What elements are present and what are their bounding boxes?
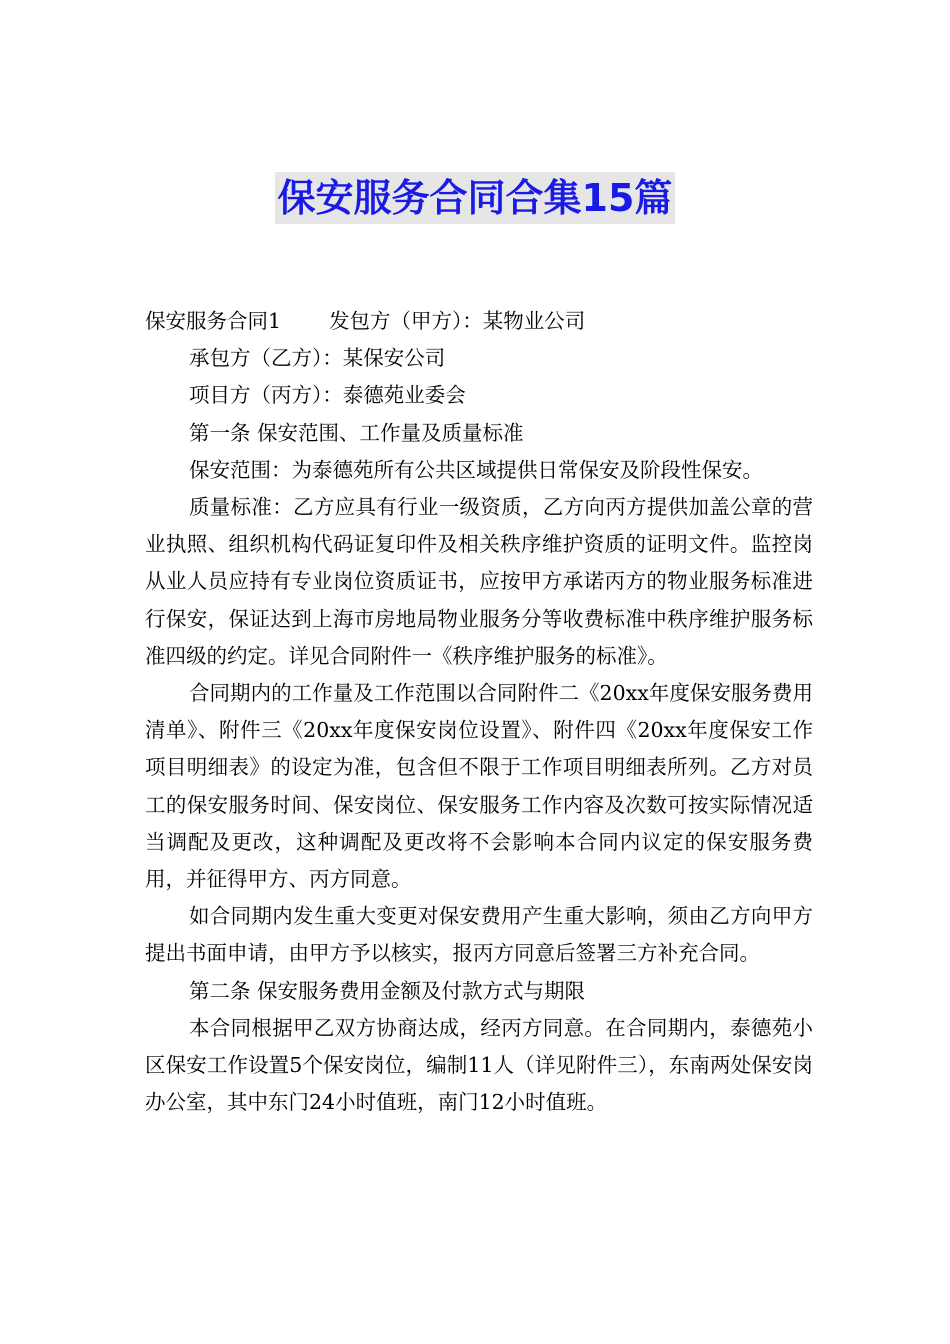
quality-standard-paragraph: 质量标准：乙方应具有行业一级资质，乙方向丙方提供加盖公章的营业执照、组织机构代码证复印件及相关秩序维护资质的证明文件。监控岗从业人员应持有专业岗位资质证书，应按甲方承诺丙方的物业服务标准进行保安，保证达到上海市房地局物业服务分等收费标准中秩序维护服务标准四级的约定。详见合同附件一《秩序维护服务的标准》。	[145, 495, 813, 668]
article-1-heading: 第一条 保安范围、工作量及质量标准	[189, 420, 524, 445]
document-title: 保安服务合同合集15篇	[275, 172, 676, 224]
title-container	[0, 172, 950, 224]
document-body	[145, 303, 813, 1121]
major-change-paragraph: 如合同期内发生重大变更对保安费用产生重大影响，须由乙方向甲方提出书面申请，由甲方予以核实，报丙方同意后签署三方补充合同。	[145, 904, 813, 966]
contract-label: 保安服务合同1	[145, 309, 282, 333]
staffing-paragraph: 本合同根据甲乙双方协商达成，经丙方同意。在合同期内，泰德苑小区保安工作设置5个保安岗位，编制11人（详见附件三），东南两处保安岗办公室，其中东门24小时值班，南门12小时值班。	[145, 1015, 813, 1115]
party-b-line: 承包方（乙方）：某保安公司	[189, 346, 446, 371]
security-scope-paragraph: 保安范围：为泰德苑所有公共区域提供日常保安及阶段性保安。	[189, 457, 763, 482]
contract-heading-line	[145, 303, 813, 340]
party-c-line: 项目方（丙方）：泰德苑业委会	[189, 383, 466, 408]
workload-paragraph: 合同期内的工作量及工作范围以合同附件二《20xx年度保安服务费用清单》、附件三《20xx年度保安岗位设置》、附件四《20xx年度保安工作项目明细表》的设定为准，包含但不限于工作项目明细表所列。乙方对员工的保安服务时间、保安岗位、保安服务工作内容及次数可按实际情况适当调配及更改，这种调配及更改将不会影响本合同内议定的保安服务费用，并征得甲方、丙方同意。	[145, 681, 813, 892]
party-a-line: 发包方（甲方）：某物业公司	[329, 309, 586, 333]
article-2-heading: 第二条 保安服务费用金额及付款方式与期限	[189, 978, 586, 1003]
